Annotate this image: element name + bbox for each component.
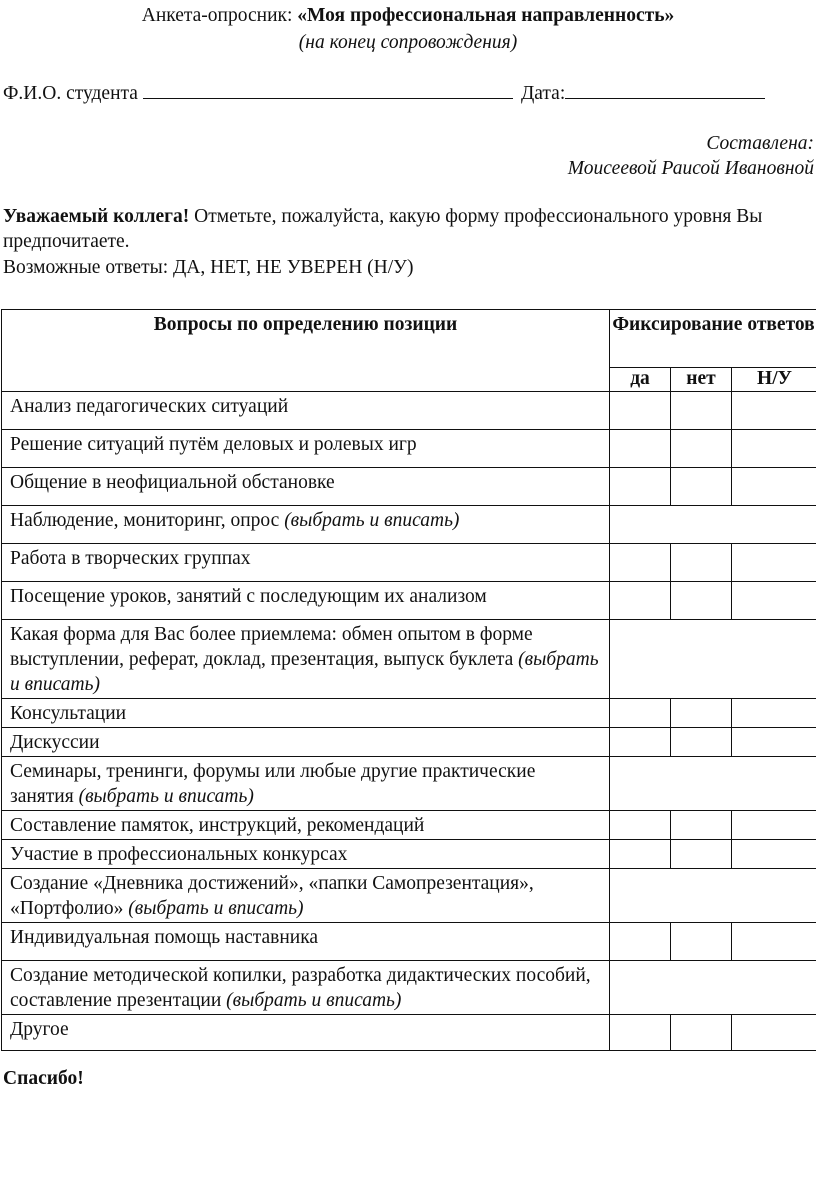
table-row — [2, 811, 816, 840]
answer-cell-no[interactable] — [671, 468, 732, 506]
answer-write-in-cell[interactable] — [610, 506, 816, 544]
table-row — [2, 923, 816, 961]
question-text: Посещение уроков, занятий с последующим их анализом — [10, 586, 487, 607]
answer-cell-no[interactable] — [671, 840, 732, 869]
answer-cell-no[interactable] — [671, 544, 732, 582]
table-row — [2, 840, 816, 869]
question-cell — [2, 840, 610, 869]
document-title — [0, 3, 816, 28]
answer-cell-no[interactable] — [671, 582, 732, 620]
question-cell — [2, 699, 610, 728]
question-cell — [2, 961, 610, 1015]
answer-cell-unsure[interactable] — [732, 923, 816, 961]
question-cell — [2, 430, 610, 468]
title-prefix: Анкета-опросник: — [141, 5, 298, 26]
question-text: Создание «Дневника достижений», «папки Самопрезентация», «Портфолио» — [10, 873, 534, 919]
answer-cell-unsure[interactable] — [732, 1015, 816, 1051]
question-text: Создание методической копилки, разработка дидактических пособий, составление презентации — [10, 965, 591, 1011]
greeting: Уважаемый коллега! — [3, 206, 190, 227]
question-text: Индивидуальная помощь наставника — [10, 927, 319, 948]
question-note: (выбрать и вписать) — [226, 990, 402, 1011]
answer-cell-no[interactable] — [671, 923, 732, 961]
question-cell — [2, 811, 610, 840]
answer-write-in-cell[interactable] — [610, 757, 816, 811]
date-field[interactable] — [565, 80, 765, 99]
thanks-text: Спасибо! — [3, 1068, 84, 1089]
question-text: Составление памяток, инструкций, рекомендаций — [10, 815, 425, 836]
survey-body — [2, 392, 816, 1051]
question-text: Консультации — [10, 703, 127, 724]
answer-cell-yes[interactable] — [610, 392, 671, 430]
question-note: (выбрать и вписать) — [78, 786, 254, 807]
table-row — [2, 544, 816, 582]
question-text: Участие в профессиональных конкурсах — [10, 844, 348, 865]
intro-text: Отметьте, пожалуйста, какую форму профессионального уровня Вы предпочитаете. — [3, 206, 763, 253]
answer-cell-unsure[interactable] — [732, 699, 816, 728]
date-label: Дата: — [520, 83, 566, 104]
title-bold: «Моя профессиональная направленность» — [297, 5, 675, 26]
question-text: Какая форма для Вас более приемлема: обмен опытом в форме выступлении, реферат, доклад, презентация, выпуск буклета — [10, 624, 533, 670]
question-text: Дискуссии — [10, 732, 100, 753]
answer-cell-unsure[interactable] — [732, 811, 816, 840]
answers-column-header: Фиксирование ответов — [610, 310, 816, 368]
answer-cell-no[interactable] — [671, 811, 732, 840]
answer-cell-yes[interactable] — [610, 728, 671, 757]
header-yes: да — [610, 368, 671, 392]
question-text: Анализ педагогических ситуаций — [10, 396, 289, 417]
answer-cell-no[interactable] — [671, 1015, 732, 1051]
question-text: Наблюдение, мониторинг, опрос — [10, 510, 285, 531]
question-text: Общение в неофициальной обстановке — [10, 472, 335, 493]
document-subtitle: (на конец сопровождения) — [298, 32, 518, 53]
table-row — [2, 757, 816, 811]
header-no: нет — [671, 368, 732, 392]
intro-paragraph — [3, 204, 803, 255]
author-name: Моисеевой Раисой Ивановной — [567, 158, 814, 179]
question-cell — [2, 757, 610, 811]
answer-cell-unsure[interactable] — [732, 544, 816, 582]
table-row — [2, 961, 816, 1015]
answer-cell-yes[interactable] — [610, 840, 671, 869]
question-text: Семинары, тренинги, форумы или любые другие практические занятия — [10, 761, 536, 807]
answer-cell-unsure[interactable] — [732, 728, 816, 757]
table-row — [2, 392, 816, 430]
question-cell — [2, 544, 610, 582]
table-row — [2, 728, 816, 757]
answer-cell-yes[interactable] — [610, 1015, 671, 1051]
student-label: Ф.И.О. студента — [3, 83, 138, 104]
answer-cell-yes[interactable] — [610, 582, 671, 620]
question-cell — [2, 582, 610, 620]
question-cell — [2, 468, 610, 506]
answer-cell-unsure[interactable] — [732, 392, 816, 430]
answer-cell-unsure[interactable] — [732, 468, 816, 506]
answer-cell-yes[interactable] — [610, 699, 671, 728]
question-cell — [2, 506, 610, 544]
answer-cell-no[interactable] — [671, 699, 732, 728]
table-row — [2, 582, 816, 620]
table-row — [2, 869, 816, 923]
question-cell — [2, 869, 610, 923]
table-row — [2, 699, 816, 728]
question-note: (выбрать и вписать) — [128, 898, 304, 919]
author-label: Составлена: — [706, 133, 814, 154]
answer-write-in-cell[interactable] — [610, 869, 816, 923]
answer-cell-yes[interactable] — [610, 923, 671, 961]
question-cell — [2, 1015, 610, 1051]
question-text: Решение ситуаций путём деловых и ролевых игр — [10, 434, 417, 455]
table-row — [2, 620, 816, 699]
question-text: Другое — [10, 1019, 69, 1040]
answer-cell-yes[interactable] — [610, 468, 671, 506]
answer-cell-unsure[interactable] — [732, 430, 816, 468]
question-note: (выбрать и вписать) — [10, 649, 599, 695]
answer-cell-yes[interactable] — [610, 430, 671, 468]
survey-table — [1, 309, 816, 1051]
question-note: (выбрать и вписать) — [284, 510, 460, 531]
question-column-header: Вопросы по определению позиции — [2, 310, 610, 392]
answer-cell-yes[interactable] — [610, 811, 671, 840]
question-cell — [2, 620, 610, 699]
question-cell — [2, 728, 610, 757]
answer-cell-yes[interactable] — [610, 544, 671, 582]
table-row — [2, 468, 816, 506]
answer-write-in-cell[interactable] — [610, 961, 816, 1015]
table-row — [2, 430, 816, 468]
question-cell — [2, 923, 610, 961]
answer-cell-no[interactable] — [671, 728, 732, 757]
student-info-line — [3, 80, 765, 106]
table-row — [2, 506, 816, 544]
answer-write-in-cell[interactable] — [610, 620, 816, 699]
question-cell — [2, 392, 610, 430]
answer-cell-no[interactable] — [671, 430, 732, 468]
answers-line: Возможные ответы: ДА, НЕТ, НЕ УВЕРЕН (Н/У) — [3, 256, 414, 278]
student-name-field[interactable] — [143, 80, 513, 99]
answer-cell-unsure[interactable] — [732, 840, 816, 869]
header-unsure: Н/У — [732, 368, 816, 392]
answer-cell-no[interactable] — [671, 392, 732, 430]
intro-block — [3, 204, 803, 280]
answer-cell-unsure[interactable] — [732, 582, 816, 620]
question-text: Работа в творческих группах — [10, 548, 251, 569]
table-row — [2, 1015, 816, 1051]
